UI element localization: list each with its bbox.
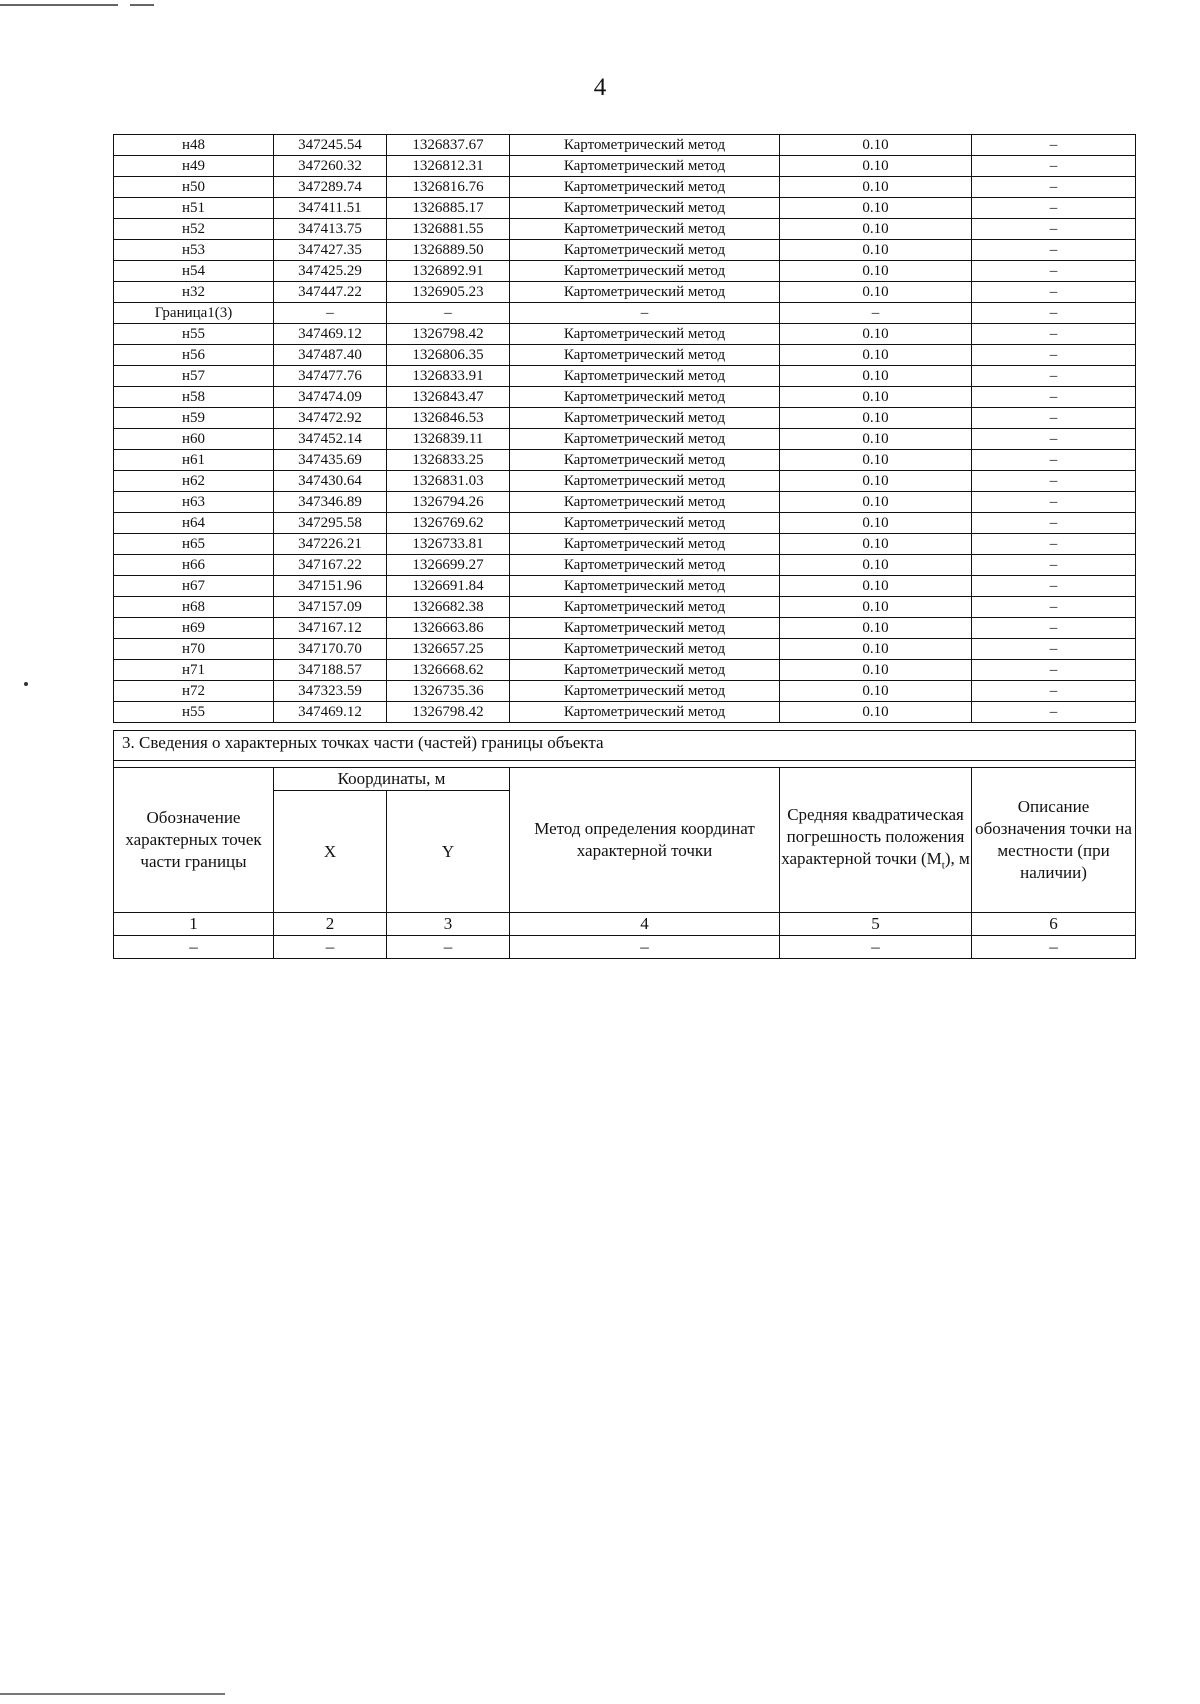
table-row <box>114 198 1136 219</box>
empty-cell: – <box>387 936 510 959</box>
point-method-cell: Картометрический метод <box>510 555 780 576</box>
header-error-text: Средняя квадратическая погрешность положения характерной точки <box>781 804 965 868</box>
point-x-cell: 347151.96 <box>274 576 387 597</box>
point-error-cell: 0.10 <box>780 366 972 387</box>
point-x-cell: 347411.51 <box>274 198 387 219</box>
point-description-cell: – <box>972 702 1136 723</box>
point-error-cell: 0.10 <box>780 345 972 366</box>
point-description-cell: – <box>972 324 1136 345</box>
header-description: Описание обозначения точки на местности (при наличии) <box>972 768 1136 913</box>
point-x-cell: 347447.22 <box>274 282 387 303</box>
point-error-cell: 0.10 <box>780 471 972 492</box>
point-name-cell: н48 <box>114 135 274 156</box>
point-description-cell: – <box>972 366 1136 387</box>
header-x: X <box>274 791 387 913</box>
point-y-cell: 1326881.55 <box>387 219 510 240</box>
point-x-cell: 347435.69 <box>274 450 387 471</box>
header-error-symbol: (M <box>920 848 942 868</box>
point-error-cell: 0.10 <box>780 219 972 240</box>
point-method-cell: Картометрический метод <box>510 513 780 534</box>
point-description-cell: – <box>972 576 1136 597</box>
point-y-cell: 1326885.17 <box>387 198 510 219</box>
point-x-cell: 347477.76 <box>274 366 387 387</box>
point-x-cell: 347469.12 <box>274 702 387 723</box>
column-number: 4 <box>510 913 780 936</box>
point-method-cell: Картометрический метод <box>510 471 780 492</box>
point-error-cell: 0.10 <box>780 261 972 282</box>
table-row <box>114 345 1136 366</box>
point-name-cell: н68 <box>114 597 274 618</box>
header-coordinates: Координаты, м <box>274 768 510 791</box>
empty-data-row <box>114 936 1136 959</box>
table-row <box>114 660 1136 681</box>
table-row <box>114 177 1136 198</box>
point-description-cell: – <box>972 345 1136 366</box>
point-description-cell: – <box>972 303 1136 324</box>
point-method-cell: Картометрический метод <box>510 534 780 555</box>
column-number: 1 <box>114 913 274 936</box>
column-number: 6 <box>972 913 1136 936</box>
point-y-cell: 1326843.47 <box>387 387 510 408</box>
scan-speck <box>24 682 28 686</box>
spacer-row <box>114 761 1136 768</box>
point-error-cell: 0.10 <box>780 660 972 681</box>
point-method-cell: Картометрический метод <box>510 324 780 345</box>
header-row-1 <box>114 768 1136 791</box>
point-y-cell: 1326657.25 <box>387 639 510 660</box>
point-x-cell: 347487.40 <box>274 345 387 366</box>
table-row <box>114 261 1136 282</box>
point-y-cell: 1326663.86 <box>387 618 510 639</box>
table-row <box>114 240 1136 261</box>
point-x-cell: 347260.32 <box>274 156 387 177</box>
point-description-cell: – <box>972 618 1136 639</box>
point-error-cell: 0.10 <box>780 681 972 702</box>
point-description-cell: – <box>972 534 1136 555</box>
point-y-cell: 1326806.35 <box>387 345 510 366</box>
point-y-cell: 1326846.53 <box>387 408 510 429</box>
point-description-cell: – <box>972 135 1136 156</box>
table-row <box>114 471 1136 492</box>
page-number: 4 <box>593 74 607 101</box>
point-error-cell: 0.10 <box>780 198 972 219</box>
point-method-cell: – <box>510 303 780 324</box>
point-description-cell: – <box>972 261 1136 282</box>
point-method-cell: Картометрический метод <box>510 702 780 723</box>
point-method-cell: Картометрический метод <box>510 387 780 408</box>
point-name-cell: н32 <box>114 282 274 303</box>
point-description-cell: – <box>972 681 1136 702</box>
table-row <box>114 282 1136 303</box>
point-error-cell: 0.10 <box>780 597 972 618</box>
table-row <box>114 303 1136 324</box>
point-method-cell: Картометрический метод <box>510 492 780 513</box>
empty-cell: – <box>274 936 387 959</box>
point-method-cell: Картометрический метод <box>510 198 780 219</box>
point-method-cell: Картометрический метод <box>510 240 780 261</box>
point-name-cell: н63 <box>114 492 274 513</box>
table-row <box>114 639 1136 660</box>
point-method-cell: Картометрический метод <box>510 429 780 450</box>
point-error-cell: 0.10 <box>780 555 972 576</box>
spacer-cell <box>114 761 1136 768</box>
point-description-cell: – <box>972 639 1136 660</box>
point-name-cell: н64 <box>114 513 274 534</box>
point-name-cell: н52 <box>114 219 274 240</box>
point-x-cell: 347425.29 <box>274 261 387 282</box>
table-row <box>114 366 1136 387</box>
point-name-cell: н72 <box>114 681 274 702</box>
point-description-cell: – <box>972 198 1136 219</box>
table-row <box>114 219 1136 240</box>
point-method-cell: Картометрический метод <box>510 261 780 282</box>
point-y-cell: 1326798.42 <box>387 702 510 723</box>
table-row <box>114 597 1136 618</box>
column-number: 2 <box>274 913 387 936</box>
table-row <box>114 156 1136 177</box>
point-x-cell: 347469.12 <box>274 324 387 345</box>
table-row <box>114 681 1136 702</box>
header-error-unit: ), м <box>944 848 970 868</box>
point-description-cell: – <box>972 513 1136 534</box>
point-description-cell: – <box>972 492 1136 513</box>
empty-cell: – <box>510 936 780 959</box>
point-method-cell: Картометрический метод <box>510 135 780 156</box>
column-number: 3 <box>387 913 510 936</box>
point-x-cell: 347430.64 <box>274 471 387 492</box>
header-designation: Обозначение характерных точек части границы <box>114 768 274 913</box>
bottom-scan-rule <box>0 1693 225 1695</box>
point-y-cell: 1326833.91 <box>387 366 510 387</box>
point-method-cell: Картометрический метод <box>510 639 780 660</box>
point-method-cell: Картометрический метод <box>510 597 780 618</box>
point-name-cell: н70 <box>114 639 274 660</box>
point-x-cell: 347170.70 <box>274 639 387 660</box>
point-error-cell: 0.10 <box>780 618 972 639</box>
point-description-cell: – <box>972 156 1136 177</box>
point-method-cell: Картометрический метод <box>510 345 780 366</box>
point-error-cell: 0.10 <box>780 324 972 345</box>
point-description-cell: – <box>972 429 1136 450</box>
point-x-cell: 347474.09 <box>274 387 387 408</box>
column-number: 5 <box>780 913 972 936</box>
table-row <box>114 429 1136 450</box>
point-x-cell: 347167.22 <box>274 555 387 576</box>
point-error-cell: 0.10 <box>780 408 972 429</box>
point-error-cell: 0.10 <box>780 282 972 303</box>
point-y-cell: – <box>387 303 510 324</box>
table-row <box>114 555 1136 576</box>
point-y-cell: 1326668.62 <box>387 660 510 681</box>
point-y-cell: 1326892.91 <box>387 261 510 282</box>
table-row <box>114 492 1136 513</box>
point-name-cell: н65 <box>114 534 274 555</box>
point-name-cell: н69 <box>114 618 274 639</box>
point-y-cell: 1326889.50 <box>387 240 510 261</box>
table-row <box>114 135 1136 156</box>
point-x-cell: 347226.21 <box>274 534 387 555</box>
point-description-cell: – <box>972 177 1136 198</box>
point-name-cell: н58 <box>114 387 274 408</box>
point-x-cell: 347346.89 <box>274 492 387 513</box>
point-x-cell: 347413.75 <box>274 219 387 240</box>
table-row <box>114 324 1136 345</box>
point-description-cell: – <box>972 282 1136 303</box>
section-title: 3. Сведения о характерных точках части (частей) границы объекта <box>114 731 1136 761</box>
point-name-cell: н50 <box>114 177 274 198</box>
section-title-row <box>114 731 1136 761</box>
table-row <box>114 450 1136 471</box>
point-error-cell: 0.10 <box>780 429 972 450</box>
point-y-cell: 1326816.76 <box>387 177 510 198</box>
point-error-cell: 0.10 <box>780 702 972 723</box>
point-description-cell: – <box>972 219 1136 240</box>
point-name-cell: н66 <box>114 555 274 576</box>
header-method: Метод определения координат характерной точки <box>510 768 780 913</box>
point-y-cell: 1326812.31 <box>387 156 510 177</box>
point-x-cell: 347427.35 <box>274 240 387 261</box>
point-name-cell: н61 <box>114 450 274 471</box>
empty-cell: – <box>972 936 1136 959</box>
point-name-cell: н71 <box>114 660 274 681</box>
table-row <box>114 618 1136 639</box>
point-description-cell: – <box>972 408 1136 429</box>
point-y-cell: 1326831.03 <box>387 471 510 492</box>
header-error-subscript: t <box>941 859 945 872</box>
points-table <box>113 134 1136 723</box>
point-method-cell: Картометрический метод <box>510 660 780 681</box>
point-error-cell: 0.10 <box>780 240 972 261</box>
points-table-body <box>114 135 1136 723</box>
point-x-cell: 347157.09 <box>274 597 387 618</box>
point-error-cell: 0.10 <box>780 177 972 198</box>
point-name-cell: Граница1(3) <box>114 303 274 324</box>
point-y-cell: 1326735.36 <box>387 681 510 702</box>
top-scan-rule <box>0 4 118 6</box>
point-name-cell: н49 <box>114 156 274 177</box>
point-method-cell: Картометрический метод <box>510 282 780 303</box>
point-y-cell: 1326699.27 <box>387 555 510 576</box>
point-error-cell: 0.10 <box>780 576 972 597</box>
point-description-cell: – <box>972 450 1136 471</box>
point-method-cell: Картометрический метод <box>510 681 780 702</box>
point-description-cell: – <box>972 597 1136 618</box>
point-name-cell: н54 <box>114 261 274 282</box>
point-method-cell: Картометрический метод <box>510 366 780 387</box>
point-y-cell: 1326839.11 <box>387 429 510 450</box>
point-x-cell: 347188.57 <box>274 660 387 681</box>
point-error-cell: 0.10 <box>780 492 972 513</box>
point-name-cell: н51 <box>114 198 274 219</box>
point-y-cell: 1326905.23 <box>387 282 510 303</box>
point-method-cell: Картометрический метод <box>510 408 780 429</box>
table-row <box>114 408 1136 429</box>
point-description-cell: – <box>972 471 1136 492</box>
point-method-cell: Картометрический метод <box>510 219 780 240</box>
point-error-cell: 0.10 <box>780 156 972 177</box>
point-name-cell: н59 <box>114 408 274 429</box>
point-method-cell: Картометрический метод <box>510 618 780 639</box>
header-y: Y <box>387 791 510 913</box>
point-name-cell: н55 <box>114 324 274 345</box>
header-error <box>780 768 972 913</box>
point-error-cell: – <box>780 303 972 324</box>
point-name-cell: н56 <box>114 345 274 366</box>
point-description-cell: – <box>972 660 1136 681</box>
point-error-cell: 0.10 <box>780 450 972 471</box>
point-x-cell: 347295.58 <box>274 513 387 534</box>
table-row <box>114 513 1136 534</box>
point-x-cell: 347167.12 <box>274 618 387 639</box>
point-x-cell: 347245.54 <box>274 135 387 156</box>
point-y-cell: 1326794.26 <box>387 492 510 513</box>
table-row <box>114 534 1136 555</box>
point-method-cell: Картометрический метод <box>510 450 780 471</box>
parts-table <box>113 730 1136 959</box>
point-error-cell: 0.10 <box>780 387 972 408</box>
point-name-cell: н60 <box>114 429 274 450</box>
point-error-cell: 0.10 <box>780 513 972 534</box>
point-y-cell: 1326769.62 <box>387 513 510 534</box>
top-scan-rule-short <box>130 4 154 6</box>
point-method-cell: Картометрический метод <box>510 177 780 198</box>
point-description-cell: – <box>972 240 1136 261</box>
point-name-cell: н53 <box>114 240 274 261</box>
point-y-cell: 1326798.42 <box>387 324 510 345</box>
point-error-cell: 0.10 <box>780 639 972 660</box>
point-x-cell: – <box>274 303 387 324</box>
point-name-cell: н55 <box>114 702 274 723</box>
point-method-cell: Картометрический метод <box>510 156 780 177</box>
point-name-cell: н67 <box>114 576 274 597</box>
point-y-cell: 1326837.67 <box>387 135 510 156</box>
table-row <box>114 702 1136 723</box>
point-x-cell: 347289.74 <box>274 177 387 198</box>
point-error-cell: 0.10 <box>780 135 972 156</box>
point-method-cell: Картометрический метод <box>510 576 780 597</box>
point-error-cell: 0.10 <box>780 534 972 555</box>
table-row <box>114 576 1136 597</box>
column-number-row <box>114 913 1136 936</box>
point-name-cell: н62 <box>114 471 274 492</box>
table-row <box>114 387 1136 408</box>
point-y-cell: 1326833.25 <box>387 450 510 471</box>
empty-cell: – <box>780 936 972 959</box>
point-description-cell: – <box>972 387 1136 408</box>
point-description-cell: – <box>972 555 1136 576</box>
point-x-cell: 347472.92 <box>274 408 387 429</box>
empty-cell: – <box>114 936 274 959</box>
point-y-cell: 1326682.38 <box>387 597 510 618</box>
point-x-cell: 347323.59 <box>274 681 387 702</box>
point-y-cell: 1326733.81 <box>387 534 510 555</box>
point-name-cell: н57 <box>114 366 274 387</box>
point-x-cell: 347452.14 <box>274 429 387 450</box>
point-y-cell: 1326691.84 <box>387 576 510 597</box>
